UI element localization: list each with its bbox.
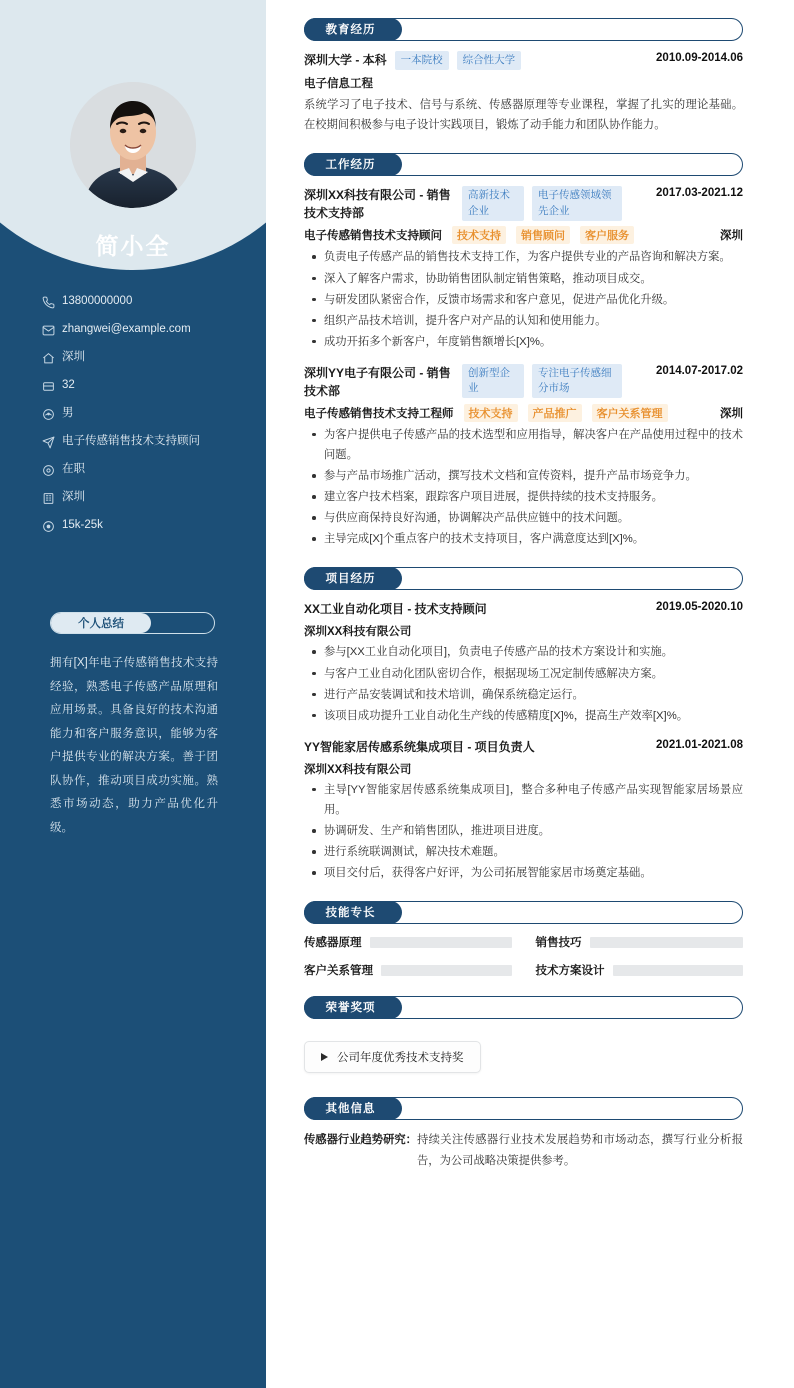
- section-title: 项目经历: [304, 567, 402, 590]
- skill-bar: [381, 965, 512, 976]
- skill-item: [536, 962, 744, 978]
- section-header-skills: [304, 901, 743, 924]
- contact-item-gender: [42, 400, 257, 428]
- send-icon: [42, 436, 62, 449]
- company-tag: 创新型企业: [462, 364, 524, 398]
- contact-value: 电子传感销售技术支持顾问: [62, 435, 200, 448]
- skill-item: [304, 962, 512, 978]
- section-title: 其他信息: [304, 1097, 402, 1120]
- education-major: 电子信息工程: [304, 78, 373, 91]
- gender-icon: [42, 408, 62, 421]
- work-bullets: [304, 425, 743, 550]
- person-name: 简小全: [95, 233, 171, 259]
- list-item: 主导[YY智能家居传感系统集成项目]，整合多种电子传感产品实现智能家居场景应用。: [304, 780, 743, 820]
- section-header-education: [304, 18, 743, 41]
- contact-value: 32: [62, 379, 75, 392]
- section-title: 工作经历: [304, 153, 402, 176]
- skill-item: [536, 934, 744, 950]
- list-item: 为客户提供电子传感产品的技术选型和应用指导，解决客户在产品使用过程中的技术问题。: [304, 425, 743, 465]
- work-role-row: [304, 404, 743, 422]
- role-tag: 技术支持: [464, 404, 518, 422]
- company-tag: 高新技术企业: [462, 186, 524, 220]
- contact-item-email[interactable]: [42, 316, 257, 344]
- section-title: 荣誉奖项: [304, 996, 402, 1019]
- triangle-right-icon: [321, 1053, 328, 1061]
- portrait-photo-icon: [70, 82, 196, 208]
- honor-list: [304, 1029, 743, 1079]
- section-header-projects: [304, 567, 743, 590]
- education-entry-top: [304, 51, 743, 70]
- work-city: 深圳: [720, 407, 743, 420]
- education-tag: 综合性大学: [457, 51, 522, 70]
- work-entry-top: [304, 186, 743, 222]
- home-icon: [42, 352, 62, 365]
- work-entry: [304, 364, 743, 550]
- skill-grid: [304, 934, 743, 978]
- contact-value: zhangwei@example.com: [62, 323, 191, 336]
- skill-name: 销售技巧: [535, 937, 582, 950]
- education-date: 2010.09-2014.06: [656, 52, 743, 64]
- role-title: 电子传感销售技术支持顾问: [304, 230, 442, 243]
- summary-heading-label: 个人总结: [51, 613, 151, 633]
- skill-bar: [370, 937, 512, 948]
- role-tag: 销售顾问: [516, 226, 570, 244]
- skill-name: 传感器原理: [304, 937, 362, 950]
- contact-value: 在职: [62, 463, 85, 476]
- work-city: 深圳: [720, 230, 743, 243]
- project-bullets: [304, 642, 743, 725]
- list-item: 项目交付后，获得客户好评，为公司拓展智能家居市场奠定基础。: [304, 863, 743, 883]
- contact-item-company-city: [42, 484, 257, 512]
- skill-bar: [613, 965, 744, 976]
- role-tag: 技术支持: [452, 226, 506, 244]
- project-entry-top: [304, 600, 743, 618]
- project-bullets: [304, 780, 743, 883]
- sidebar: [0, 0, 266, 1388]
- project-entry: [304, 600, 743, 725]
- project-title: XX工业自动化项目 - 技术支持顾问: [304, 602, 487, 617]
- honor-label: 公司年度优秀技术支持奖: [337, 1052, 464, 1065]
- contact-value: 深圳: [62, 351, 85, 364]
- skill-name: 客户关系管理: [304, 965, 373, 978]
- building-icon: [42, 492, 62, 505]
- summary-heading: [50, 612, 215, 634]
- salary-icon: [42, 520, 62, 533]
- phone-icon: [42, 296, 62, 309]
- contact-item-position: [42, 428, 257, 456]
- id-card-icon: [42, 380, 62, 393]
- contact-item-salary: [42, 512, 257, 540]
- list-item: 进行系统联调测试，解决技术难题。: [304, 842, 743, 862]
- project-entry: [304, 738, 743, 883]
- section-title: 技能专长: [304, 901, 402, 924]
- list-item: 深入了解客户需求，协助销售团队制定销售策略，推动项目成交。: [304, 269, 743, 289]
- company-tag: 专注电子传感细分市场: [532, 364, 622, 398]
- project-entry-top: [304, 738, 743, 756]
- list-item: 该项目成功提升工业自动化生产线的传感精度[X]%，提高生产效率[X]%。: [304, 706, 743, 726]
- contact-value: 15k-25k: [62, 519, 103, 532]
- work-role-row: [304, 226, 743, 244]
- company-name: 深圳XX科技有限公司 - 销售技术支持部: [304, 188, 451, 221]
- work-entry: [304, 186, 743, 351]
- skill-bar: [590, 937, 744, 948]
- project-date: 2019.05-2020.10: [656, 601, 743, 614]
- mail-icon: [42, 324, 62, 337]
- education-tag: 一本院校: [395, 51, 449, 70]
- contact-item-phone[interactable]: [42, 288, 257, 316]
- role-tag: 客户服务: [580, 226, 634, 244]
- section-title: 教育经历: [304, 18, 402, 41]
- list-item: 建立客户技术档案，跟踪客户项目进展，提供持续的技术支持服务。: [304, 487, 743, 507]
- project-company: 深圳XX科技有限公司: [304, 763, 412, 776]
- contact-item-location: [42, 344, 257, 372]
- list-item: 与客户工业自动化团队密切合作，根据现场工况定制传感解决方案。: [304, 664, 743, 684]
- company-tag: 电子传感领域领先企业: [532, 186, 622, 220]
- section-header-honors: [304, 996, 743, 1019]
- other-info-key: 传感器行业趋势研究：: [304, 1134, 417, 1147]
- work-bullets: [304, 247, 743, 351]
- work-date: 2014.07-2017.02: [656, 364, 743, 377]
- list-item: 组织产品技术培训，提升客户对产品的认知和使用能力。: [304, 311, 743, 331]
- list-item: 与供应商保持良好沟通，协调解决产品供应链中的技术问题。: [304, 508, 743, 528]
- list-item: 成功开拓多个新客户，年度销售额增长[X]%。: [304, 332, 743, 352]
- summary-text: 拥有[X]年电子传感销售技术支持经验，熟悉电子传感产品原理和应用场景。具备良好的技术沟通能力和客户服务意识，能够为客户提供专业的解决方案。善于团队协作，推动项目成功实施。熟悉市场动态，助力产品优化升级。: [50, 657, 218, 834]
- project-date: 2021.01-2021.08: [656, 738, 743, 751]
- education-entry: [304, 51, 743, 135]
- section-header-work: [304, 153, 743, 176]
- role-title: 电子传感销售技术支持工程师: [304, 407, 454, 420]
- main-content: [266, 0, 794, 1388]
- education-description: 系统学习了电子技术、信号与系统、传感器原理等专业课程，掌握了扎实的理论基础。在校期间积极参与电子设计实践项目，锻炼了动手能力和团队协作能力。: [304, 99, 743, 132]
- section-header-other: [304, 1097, 743, 1120]
- skill-name: 技术方案设计: [535, 965, 605, 978]
- other-info-row: [304, 1130, 743, 1171]
- honor-item[interactable]: [304, 1041, 481, 1073]
- role-tag: 客户关系管理: [592, 404, 668, 422]
- school-name: 深圳大学 - 本科: [304, 53, 387, 67]
- list-item: 协调研发、生产和销售团队，推进项目进度。: [304, 821, 743, 841]
- contact-value: 男: [62, 407, 74, 420]
- role-tag: 产品推广: [528, 404, 582, 422]
- contact-list: [42, 288, 257, 540]
- contact-value: 深圳: [62, 491, 85, 504]
- list-item: 进行产品安装调试和技术培训，确保系统稳定运行。: [304, 685, 743, 705]
- avatar: [70, 82, 196, 208]
- list-item: 负责电子传感产品的销售技术支持工作，为客户提供专业的产品咨询和解决方案。: [304, 247, 743, 267]
- project-company: 深圳XX科技有限公司: [304, 626, 412, 639]
- other-info-value: 持续关注传感器行业技术发展趋势和市场动态，撰写行业分析报告，为公司战略决策提供参考。: [416, 1134, 743, 1167]
- status-icon: [42, 464, 62, 477]
- list-item: 与研发团队紧密合作，反馈市场需求和客户意见，促进产品优化升级。: [304, 290, 743, 310]
- work-entry-top: [304, 364, 743, 400]
- list-item: 主导完成[X]个重点客户的技术支持项目，客户满意度达到[X]%。: [304, 529, 743, 549]
- contact-item-age: [42, 372, 257, 400]
- list-item: 参与[XX工业自动化项目]，负责电子传感产品的技术方案设计和实施。: [304, 642, 743, 662]
- contact-value: 13800000000: [62, 295, 133, 308]
- project-title: YY智能家居传感系统集成项目 - 项目负责人: [304, 739, 535, 754]
- list-item: 参与产品市场推广活动，撰写技术文档和宣传资料，提升产品市场竞争力。: [304, 466, 743, 486]
- company-name: 深圳YY电子有限公司 - 销售技术部: [304, 365, 451, 398]
- skill-item: [304, 934, 512, 950]
- contact-item-status: [42, 456, 257, 484]
- work-date: 2017.03-2021.12: [656, 187, 743, 200]
